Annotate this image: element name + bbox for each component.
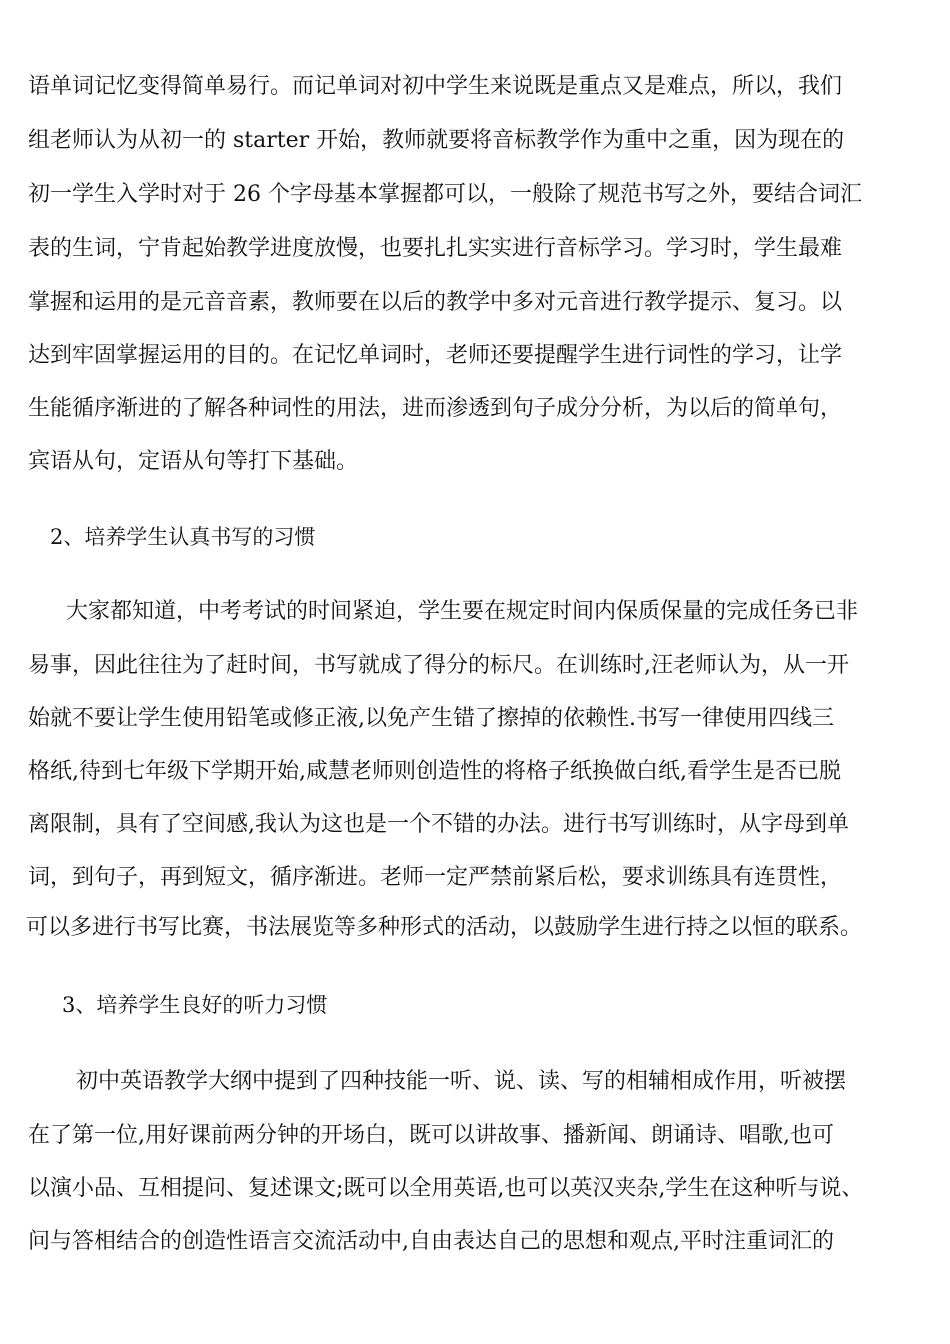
section-2-line-4: 格纸,待到七年级下学期开始,咸慧老师则创造性的将格子纸换做白纸,看学生是否已脱 xyxy=(28,759,841,784)
paragraph-1-line-4: 表的生词，宁肯起始教学进度放慢，也要扎扎实实进行音标学习。学习时，学生最难 xyxy=(28,236,843,261)
section-2-line-2: 易事，因此往往为了赶时间，书写就成了得分的标尺。在训练时,汪老师认为，从一开 xyxy=(28,653,849,678)
section-3-line-2: 在了第一位,用好课前两分钟的开场白，既可以讲故事、播新闻、朗诵诗、唱歌,也可 xyxy=(28,1123,834,1148)
section-2-line-3: 始就不要让学生使用铅笔或修正液,以免产生错了擦掉的依赖性.书写一律使用四线三 xyxy=(28,706,834,731)
paragraph-1-line-2: 组老师认为从初一的 starter 开始，教师就要将音标教学作为重中之重，因为现在的 xyxy=(28,128,845,153)
paragraph-1-line-1: 语单词记忆变得简单易行。而记单词对初中学生来说既是重点又是难点，所以，我们 xyxy=(28,74,843,99)
paragraph-1-line-6: 达到牢固掌握运用的目的。在记忆单词时，老师还要提醒学生进行词性的学习，让学 xyxy=(28,343,843,368)
paragraph-1-line-5: 掌握和运用的是元音音素，教师要在以后的教学中多对元音进行教学提示、复习。以 xyxy=(28,290,843,315)
section-3-line-1: 初中英语教学大纲中提到了四种技能一听、说、读、写的相辅相成作用，听被摆 xyxy=(76,1069,847,1094)
paragraph-1-line-7: 生能循序渐进的了解各种词性的用法，进而渗透到句子成分分析，为以后的简单句， xyxy=(28,396,843,421)
section-2-heading: 2、培养学生认真书写的习惯 xyxy=(50,525,316,549)
section-2-line-5: 离限制，具有了空间感,我认为这也是一个不错的办法。进行书写训练时，从字母到单 xyxy=(28,812,849,837)
paragraph-1-line-3: 初一学生入学时对于 26 个字母基本掌握都可以，一般除了规范书写之外，要结合词汇 xyxy=(28,182,862,207)
section-2-line-6: 词，到句子，再到短文，循序渐进。老师一定严禁前紧后松，要求训练具有连贯性， xyxy=(28,865,843,890)
section-2-line-7: 可以多进行书写比赛，书法展览等多种形式的活动，以鼓励学生进行持之以恒的联系。 xyxy=(26,915,863,940)
section-3-line-3: 以演小品、互相提问、复述课文;既可以全用英语,也可以英汉夹杂,学生在这种听与说、 xyxy=(28,1176,864,1201)
paragraph-1-line-8: 宾语从句，定语从句等打下基础。 xyxy=(28,449,359,474)
section-3-line-4: 问与答相结合的创造性语言交流活动中,自由表达自己的思想和观点,平时注重词汇的 xyxy=(28,1229,834,1254)
section-3-heading: 3、培养学生良好的听力习惯 xyxy=(62,993,328,1017)
section-2-line-1: 大家都知道，中考考试的时间紧迫，学生要在规定时间内保质保量的完成任务已非 xyxy=(66,599,859,624)
